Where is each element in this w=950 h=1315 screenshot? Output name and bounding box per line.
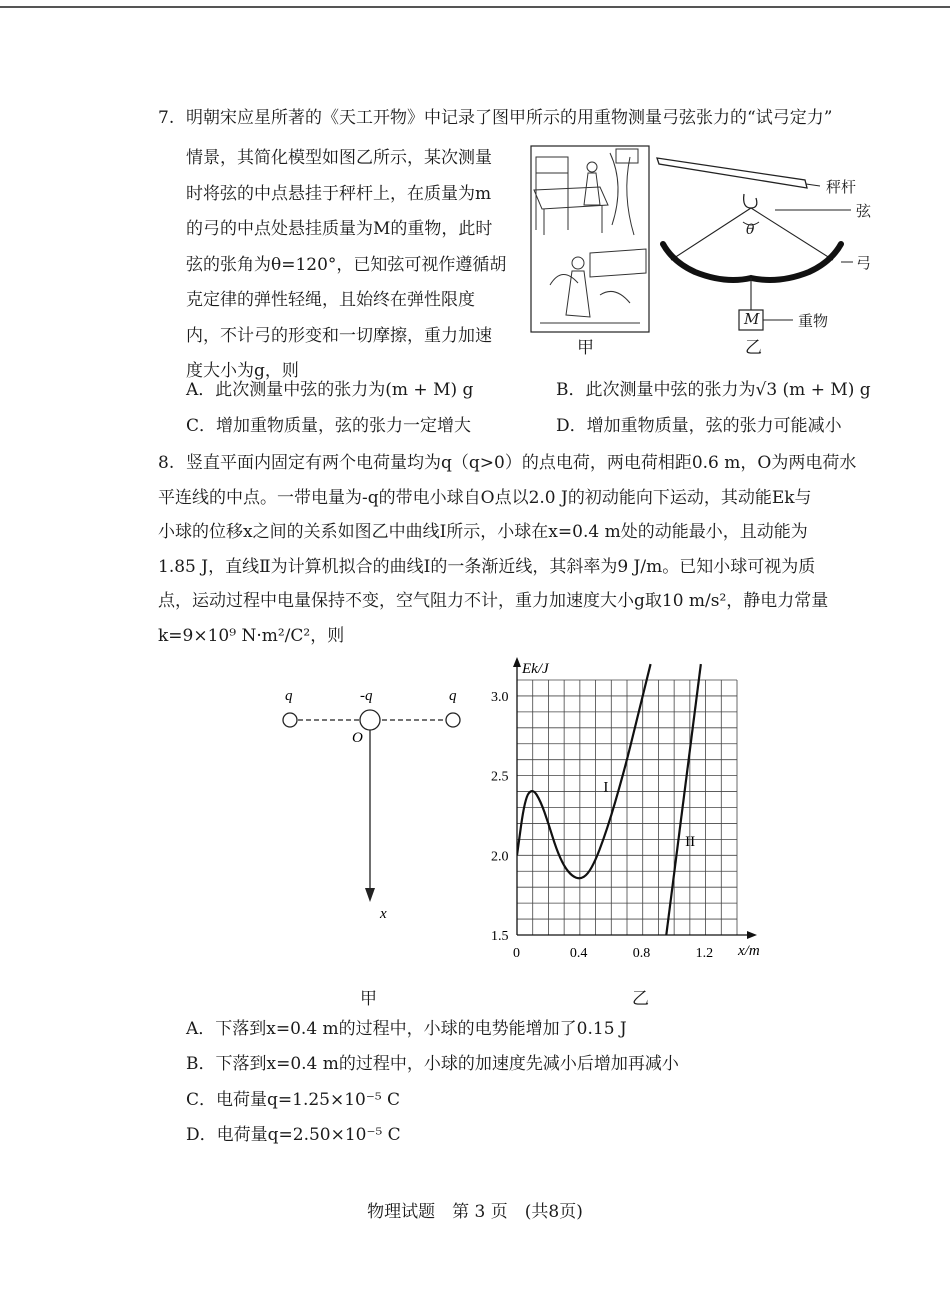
label-zhongwu: 重物 xyxy=(798,312,829,330)
steelyard-leader xyxy=(806,184,820,186)
y-tick-label: 1.5 xyxy=(491,929,509,944)
q7-option-b: B．此次测量中弦的张力为√3 (m + M) g xyxy=(556,380,871,400)
series-II-line xyxy=(666,664,701,935)
chart-grid xyxy=(513,657,757,939)
q7-stem-line: 情景，其简化模型如图乙所示，某次测量 xyxy=(186,148,492,168)
q7-stem-line: 时将弦的中点悬挂于秤杆上，在质量为m xyxy=(186,183,492,204)
q8-option-b: B．下落到x=0.4 m的过程中，小球的加速度先减小后增加再减小 xyxy=(186,1054,679,1074)
x-tick-label: 0 xyxy=(513,946,520,961)
q8-figure-jia xyxy=(270,680,470,925)
label-q-mid: -q xyxy=(360,688,373,704)
q7-option-d: D．增加重物质量，弦的张力可能减小 xyxy=(556,416,842,436)
label-q-right: q xyxy=(449,688,457,704)
q8-caption-yi: 乙 xyxy=(632,989,649,1009)
x-axis-arrow xyxy=(747,931,757,939)
label-q-left: q xyxy=(285,688,293,704)
q8-option-d: D．电荷量q=2.50×10⁻⁵ C xyxy=(186,1125,401,1145)
charged-ball xyxy=(360,710,380,730)
label-x: x xyxy=(380,906,387,922)
q8-option-c: C．电荷量q=1.25×10⁻⁵ C xyxy=(186,1090,401,1110)
q7-number: 7. xyxy=(158,108,175,128)
q8-caption-jia: 甲 xyxy=(360,989,377,1009)
q7-stem-line: 的弓的中点处悬挂质量为M的重物，此时 xyxy=(186,219,493,239)
q8-stem-line: 点，运动过程中电量保持不变，空气阻力不计，重力加速度大小g取10 m/s²，静电力常量 xyxy=(158,591,829,611)
x-axis-arrow xyxy=(365,888,375,902)
y-axis-arrow xyxy=(513,657,521,667)
q7-option-a: A．此次测量中弦的张力为(m + M) g xyxy=(186,380,474,400)
charge-right xyxy=(446,713,460,727)
q7-option-c: C．增加重物质量，弦的张力一定增大 xyxy=(186,416,472,436)
q7-figure-jia xyxy=(530,145,650,333)
q7-stem-line: 度大小为g，则 xyxy=(186,361,299,381)
top-border xyxy=(0,6,950,8)
y-tick-label: 3.0 xyxy=(491,689,509,705)
bow xyxy=(663,244,841,280)
illustration-frame xyxy=(531,146,649,332)
x-tick-label: 0.4 xyxy=(569,946,588,961)
x-tick-label: 0.8 xyxy=(632,946,651,961)
q8-stem-line: 竖直平面内固定有两个电荷量均为q（q>0）的点电荷，两电荷相距0.6 m，O为两电荷水 xyxy=(186,453,857,473)
page-footer: 物理试题 第 3 页 (共8页) xyxy=(367,1202,583,1222)
series-I-label: I xyxy=(603,779,609,796)
label-O: O xyxy=(352,730,363,746)
string-left xyxy=(671,208,751,260)
woodcut-illustration xyxy=(534,149,646,323)
hook xyxy=(744,194,757,208)
label-M: M xyxy=(744,310,760,328)
q8-number: 8. xyxy=(158,453,175,473)
series-II-label: II xyxy=(685,833,696,850)
chart-marks xyxy=(491,664,713,961)
y-tick-label: 2.5 xyxy=(491,769,509,785)
label-gong: 弓 xyxy=(856,254,872,272)
q7-caption-jia: 甲 xyxy=(577,338,594,358)
q8-option-a: A．下落到x=0.4 m的过程中，小球的电势能增加了0.15 J xyxy=(186,1019,627,1039)
label-chenggan: 秤杆 xyxy=(826,178,857,196)
q8-stem-line: 平连线的中点。一带电量为-q的带电小球自O点以2.0 J的初动能向下运动，其动能Ek与 xyxy=(158,487,812,508)
y-axis-label: Ek/J xyxy=(522,661,549,677)
q8-stem-line: 1.85 J，直线Ⅱ为计算机拟合的曲线Ⅰ的一条渐近线，其斜率为9 J/m。已知小球可视为质 xyxy=(158,556,816,577)
q7-stem-line: 克定律的弹性轻绳，且始终在弹性限度 xyxy=(186,290,475,310)
q7-caption-yi: 乙 xyxy=(745,338,762,358)
q7-stem-line: 弦的张角为θ=120°，已知弦可视作遵循胡 xyxy=(186,254,507,275)
label-xian: 弦 xyxy=(856,202,872,220)
string-right xyxy=(751,208,833,260)
charge-left xyxy=(283,713,297,727)
steelyard-beam xyxy=(657,158,807,188)
q7-figure-yi xyxy=(655,150,895,340)
label-theta: θ xyxy=(746,222,755,238)
x-tick-label: 1.2 xyxy=(695,946,714,961)
q7-stem-line: 内，不计弓的形变和一切摩擦，重力加速 xyxy=(186,325,492,346)
q8-stem-line: k=9×10⁹ N·m²/C²，则 xyxy=(158,625,345,646)
x-axis-label: x/m xyxy=(738,943,760,959)
q7-stem-line1: 明朝宋应星所著的《天工开物》中记录了图甲所示的用重物测量弓弦张力的“试弓定力” xyxy=(186,108,833,128)
q8-stem-line: 小球的位移x之间的关系如图乙中曲线Ⅰ所示，小球在x=0.4 m处的动能最小，且动能为 xyxy=(158,522,808,542)
y-tick-label: 2.0 xyxy=(491,849,509,865)
ek-x-chart xyxy=(480,655,780,970)
